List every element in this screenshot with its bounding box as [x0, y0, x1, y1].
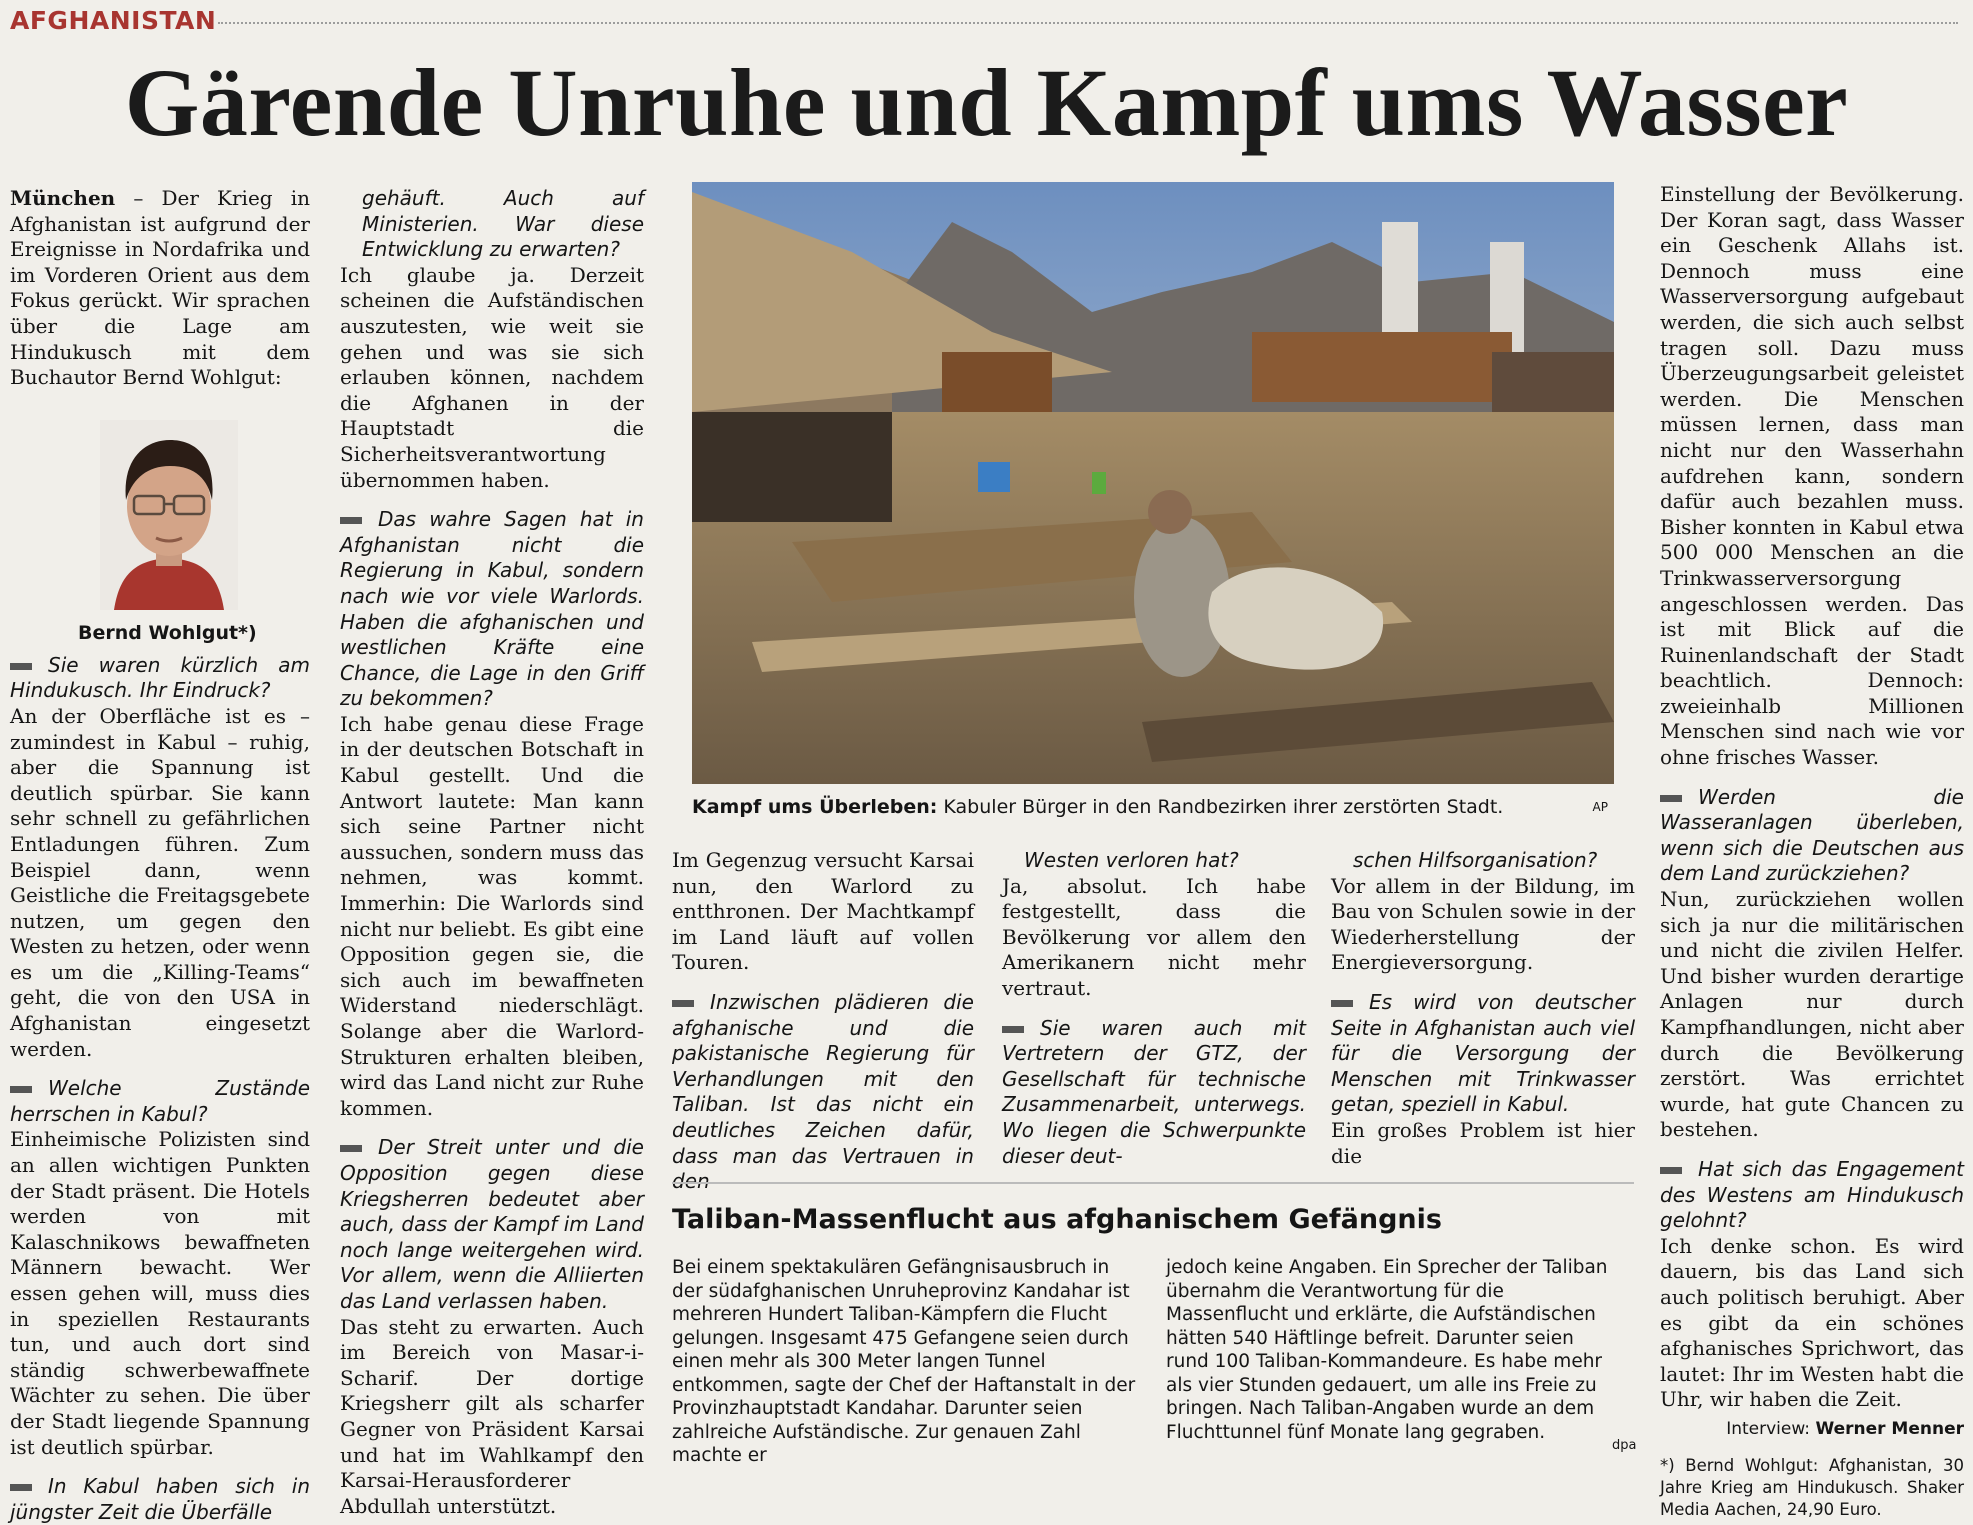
photo-credit: AP	[1592, 800, 1608, 814]
photo-caption-text: Kabuler Bürger in den Randbezirken ihrer zerstörten Stadt.	[937, 796, 1504, 818]
question: Der Streit unter und die Opposition gegen diese Kriegsherren bedeutet aber auch, dass der Kampf im Land noch lange weitergehen wird. Vor allem, wenn die Alliierten das Land verlassen haben.	[340, 1135, 644, 1313]
photo-caption-bold: Kampf ums Überleben:	[692, 796, 938, 818]
question: schen Hilfsorganisation?	[1353, 848, 1598, 872]
answer: Ich habe genau diese Frage in der deutschen Botschaft in Kabul gestellt. Und die Antwort lautete: Man kann sich seine Partner nicht aussuchen, sondern muss das nehmen, was kommt. Immerhin: Die Warlords sind nicht nur beliebt. Es gibt eine Opposition gegen sie, die sich auch im bewaffneten Widerstand niederschlägt. Solange aber die Warlord-Strukturen erhalten bleiben, wird das Land nicht zur Ruhe kommen.	[340, 711, 644, 1120]
answer: Ja, absolut. Ich habe festgestellt, dass die Bevölkerung vor allem den Amerikanern nicht mehr vertraut.	[1002, 873, 1306, 1000]
question: Welche Zustände herrschen in Kabul?	[10, 1076, 310, 1126]
footnote: *) Bernd Wohlgut: Afghanistan, 30 Jahre Krieg am Hindukusch. Shaker Media Aachen, 24,90 Euro.	[1660, 1455, 1964, 1519]
question: In Kabul haben sich in jüngster Zeit die Überfälle	[10, 1474, 310, 1524]
column-4	[1002, 848, 1306, 1169]
sidebar-title: Taliban-Massenflucht aus afghanischem Gefängnis	[672, 1204, 1442, 1235]
section-rule	[218, 22, 1958, 24]
sidebar-credit: dpa	[1612, 1438, 1637, 1453]
portrait-caption: Bernd Wohlgut*)	[78, 622, 257, 644]
column-1	[10, 186, 310, 1525]
question: Es wird von deutscher Seite in Afghanistan auch viel für die Versorgung der Menschen mit Trinkwasser getan, speziell in Kabul.	[1331, 989, 1635, 1117]
portrait-image	[100, 420, 238, 610]
question: Sie waren auch mit Vertretern der GTZ, der Gesellschaft für technische Zusammenarbeit, unterwegs. Wo liegen die Schwerpunkte dieser deut-	[1002, 1015, 1306, 1168]
answer: Ein großes Problem ist hier die	[1331, 1117, 1635, 1168]
answer: Einheimische Polizisten sind an allen wichtigen Punkten der Stadt präsent. Die Hotels werden von mit Kalaschnikows bewaffneten Männern bewacht. Wer essen gehen will, muss dies in speziellen Restaurants tun, und auch dort sind ständig schwerbewaffnete Wächter zu sehen. Die über der Stadt liegende Spannung ist deutlich spürbar.	[10, 1127, 310, 1459]
question: gehäuft. Auch auf Ministerien. War diese Entwicklung zu erwarten?	[362, 186, 644, 262]
column-5	[1331, 848, 1635, 1169]
interview-credit: Interview: Werner Menner	[1726, 1418, 1964, 1439]
portrait-photo	[100, 420, 238, 610]
column-6	[1660, 182, 1964, 1521]
column-3	[672, 848, 974, 1195]
question: Hat sich das Engagement des Westens am Hindukusch gelohnt?	[1660, 1156, 1964, 1233]
question: Werden die Wasseranlagen überleben, wenn sich die Deutschen aus dem Land zurückziehen?	[1660, 784, 1964, 886]
photo-caption	[692, 796, 1614, 818]
answer: Ich glaube ja. Derzeit scheinen die Aufständischen auszutesten, wie weit sie gehen und was sie sich erlauben können, nachdem die Afghanen in der Hauptstadt die Sicherheitsverantwortung übernommen haben.	[340, 262, 644, 492]
sidebar-left: Bei einem spektakulären Gefängnisausbruch in der südafghanischen Unruheprovinz Kandahar ist mehreren Hundert Taliban-Kämpfern die Flucht gelungen. Insgesamt 475 Gefangene seien durch einen mehr als 300 Meter langen Tunnel entkommen, sagte der Chef der Haftanstalt in der Provinzhauptstadt Kandahar. Darunter seien zahlreiche Aufständische. Zur genauen Zahl machte er	[672, 1257, 1136, 1466]
answer: Im Gegenzug versucht Karsai nun, den Warlord zu entthronen. Der Machtkampf im Land läuft auf vollen Touren.	[672, 848, 974, 975]
question: Westen verloren hat?	[1024, 848, 1239, 872]
kabul-photo	[692, 182, 1614, 784]
answer: Vor allem in der Bildung, im Bau von Schulen sowie in der Wiederherstellung der Energieversorgung.	[1331, 873, 1635, 975]
answer: Nun, zurückziehen wollen sich ja nur die militärischen und nicht die zivilen Helfer. Und bisher wurden derartige Anlagen nur durch Kampfhandlungen, nicht aber durch die Bevölkerung zerstört. Was errichtet wurde, hat gute Chancen zu bestehen.	[1660, 887, 1964, 1142]
answer: An der Oberfläche ist es – zumindest in Kabul – ruhig, aber die Spannung ist deutlich spürbar. Sie kann sehr schnell zu gefährlichen Entladungen führen. Zum Beispiel dann, wenn Geistliche die Freitagsgebete nutzen, um gegen den Westen zu hetzen, oder wenn es um die „Killing-Teams“ geht, die von den USA in Afghanistan eingesetzt werden.	[10, 703, 310, 1061]
main-photo	[692, 182, 1614, 784]
column-2	[340, 186, 644, 1519]
answer: Einstellung der Bevölkerung. Der Koran sagt, dass Wasser ein Geschenk Allahs ist. Dennoch muss eine Wasserversorgung aufgebaut werden, die sich auch selbst tragen soll. Dazu muss Überzeugungsarbeit geleistet werden. Die Menschen müssen lernen, dass man nicht nur den Wasserhahn aufdrehen kann, sondern dafür auch bezahlen muss. Bisher konnten in Kabul etwa 500 000 Menschen an die Trinkwasserversorgung angeschlossen werden. Das ist mit Blick auf die Ruinenlandschaft der Stadt beachtlich. Dennoch: zweieinhalb Millionen Menschen sind nach wie vor ohne frisches Wasser.	[1660, 182, 1964, 770]
sidebar-right: jedoch keine Angaben. Ein Sprecher der Taliban übernahm die Verantwortung für die Massenflucht und erklärte, die Aufständischen hätten 540 Häftlinge befreit. Darunter seien rund 100 Taliban-Kommandeure. Es habe mehr als vier Stunden gedauert, um alle ins Freie zu bringen. Nach Taliban-Angaben wurde an dem Fluchttunnel fünf Monate lang gegraben.	[1166, 1257, 1608, 1443]
answer: Das steht zu erwarten. Auch im Bereich von Masar-i-Scharif. Der dortige Kriegsherr gilt als scharfer Gegner von Präsident Karsai und hat im Wahlkampf den Karsai-Herausforderer Abdullah unterstützt.	[340, 1314, 644, 1518]
question: Sie waren kürzlich am Hindukusch. Ihr Eindruck?	[10, 652, 310, 703]
intro-paragraph: München – Der Krieg in Afghanistan ist aufgrund der Ereignisse in Nordafrika und im Vorderen Orient aus dem Fokus gerückt. Wir sprachen über die Lage am Hindukusch mit dem Buchautor Bernd Wohlgut:	[10, 186, 310, 390]
answer: Ich denke schon. Es wird dauern, bis das Land sich auch politisch beruhigt. Aber es gibt da ein schönes afghanisches Sprichwort, das lautet: Ihr im Westen habt die Uhr, wir haben die Zeit.	[1660, 1233, 1964, 1412]
question: Das wahre Sagen hat in Afghanistan nicht die Regierung in Kabul, sondern nach wie vor viele Warlords. Haben die afghanischen und westlichen Kräfte eine Chance, die Lage in den Griff zu bekommen?	[340, 507, 644, 711]
sidebar-rule	[672, 1182, 1634, 1184]
section-label: AFGHANISTAN	[10, 6, 217, 35]
dateline: München	[10, 186, 116, 210]
question: Inzwischen plädieren die afghanische und die pakistanische Regierung für Verhandlungen mit den Taliban. Ist das nicht ein deutliches Zeichen dafür, dass man das Vertrauen in den	[672, 989, 974, 1194]
headline: Gärende Unruhe und Kampf ums Wasser	[124, 49, 1849, 156]
